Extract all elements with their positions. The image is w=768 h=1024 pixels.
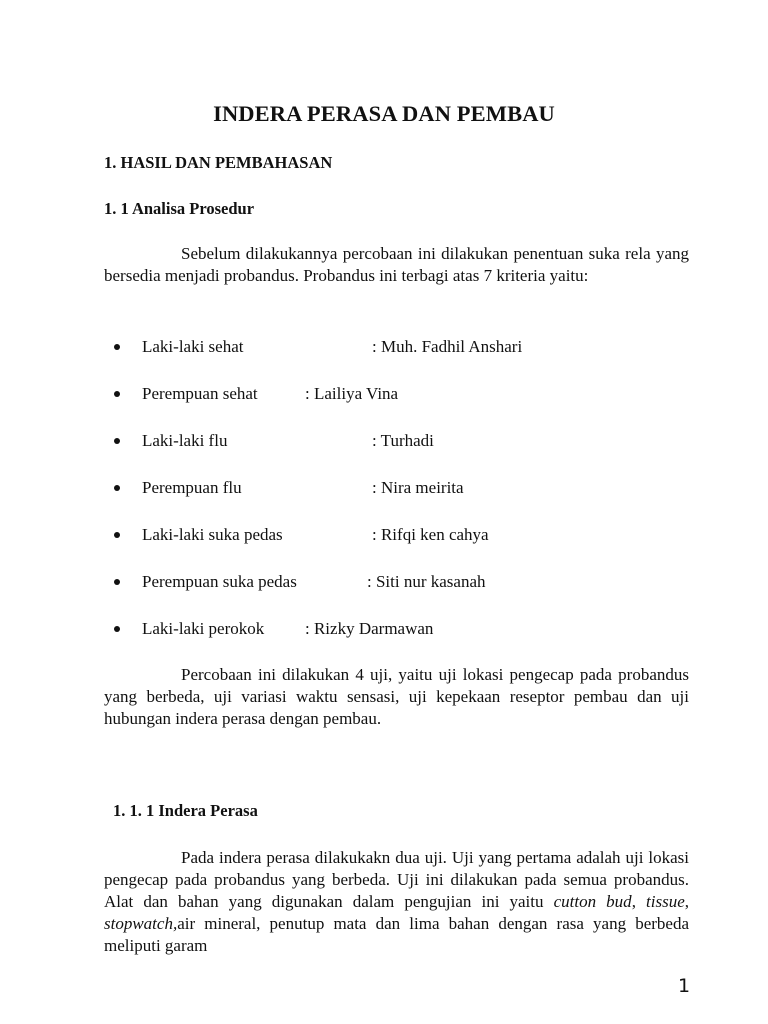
perasa-item-stopwatch: stopwatch, bbox=[104, 914, 178, 933]
criteria-person: : Rizky Darmawan bbox=[305, 619, 434, 638]
criteria-label: Laki-laki perokok bbox=[142, 619, 265, 638]
bullet-icon bbox=[114, 485, 120, 491]
criteria-person: : Muh. Fadhil Anshari bbox=[372, 337, 523, 356]
page-number: 1 bbox=[678, 975, 691, 997]
perasa-paragraph-start: Pada indera perasa dilakukakn dua uji. Uji yang pertama adalah uji lokasi pengecap pada probandus yang berbeda. Uji ini dilakukan pada semua probandus. Alat dan bahan yang digunakan dalam pengujian ini yaitu bbox=[104, 848, 689, 911]
criteria-label: Perempuan sehat bbox=[142, 384, 258, 403]
section-heading-analisa-prosedur: 1. 1 Analisa Prosedur bbox=[104, 199, 255, 218]
perasa-paragraph bbox=[104, 847, 689, 957]
perasa-item-cotton-bud: cutton bud bbox=[553, 892, 632, 911]
intro-paragraph bbox=[104, 243, 689, 287]
criteria-label: Laki-laki flu bbox=[142, 431, 228, 450]
intro-paragraph-text: Sebelum dilakukannya percobaan ini dilakukan penentuan suka rela yang bersedia menjadi probandus. Probandus ini terbagi atas 7 kriteria yaitu: bbox=[104, 244, 689, 285]
bullet-icon bbox=[114, 391, 120, 397]
criteria-person: : Rifqi ken cahya bbox=[372, 525, 489, 544]
perasa-paragraph-end: air mineral, penutup mata dan lima bahan dengan rasa yang berbeda meliputi garam bbox=[104, 914, 689, 955]
criteria-label: Laki-laki suka pedas bbox=[142, 525, 283, 544]
document-title: INDERA PERASA DAN PEMBAU bbox=[213, 101, 555, 126]
tests-paragraph-text: Percobaan ini dilakukan 4 uji, yaitu uji lokasi pengecap pada probandus yang berbeda, uji variasi waktu sensasi, uji kepekaan reseptor pembau dan uji hubungan indera perasa dengan pembau. bbox=[104, 665, 689, 728]
criteria-label: Perempuan flu bbox=[142, 478, 242, 497]
criteria-person: : Turhadi bbox=[372, 431, 434, 450]
bullet-icon bbox=[114, 626, 120, 632]
perasa-separator: , bbox=[684, 892, 690, 911]
tests-paragraph bbox=[104, 664, 689, 730]
criteria-person: : Lailiya Vina bbox=[305, 384, 399, 403]
section-heading-indera-perasa: 1. 1. 1 Indera Perasa bbox=[113, 801, 258, 820]
bullet-icon bbox=[114, 438, 120, 444]
criteria-person: : Nira meirita bbox=[372, 478, 464, 497]
bullet-icon bbox=[114, 532, 120, 538]
section-heading-hasil: 1. HASIL DAN PEMBAHASAN bbox=[104, 153, 333, 172]
criteria-label: Perempuan suka pedas bbox=[142, 572, 297, 591]
bullet-icon bbox=[114, 579, 120, 585]
criteria-label: Laki-laki sehat bbox=[142, 337, 244, 356]
perasa-separator: , bbox=[631, 892, 647, 911]
criteria-person: : Siti nur kasanah bbox=[367, 572, 486, 591]
perasa-item-tissue: tissue bbox=[646, 892, 685, 911]
bullet-icon bbox=[114, 344, 120, 350]
